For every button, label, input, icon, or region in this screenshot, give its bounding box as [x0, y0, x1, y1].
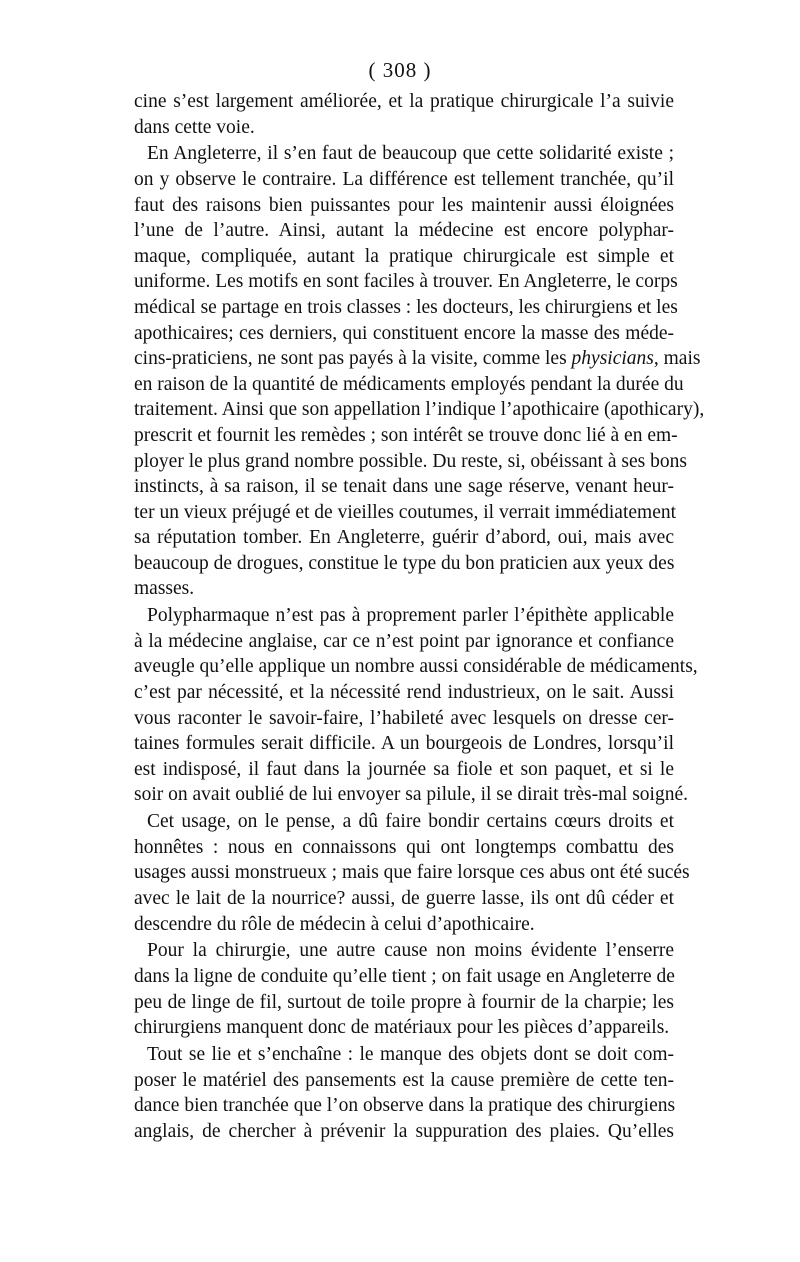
text-line: Cet usage, on le pense, a dû faire bondir certains cœurs droits et	[147, 811, 674, 833]
text-line: usages aussi monstrueux ; mais que faire lorsque ces abus ont été sucés	[134, 862, 690, 884]
text-line: ployer le plus grand nombre possible. Du reste, si, obéissant à ses bons	[134, 450, 687, 472]
text-line: on y observe le contraire. La différence est tellement tranchée, qu’il	[134, 168, 674, 190]
paragraph	[134, 938, 674, 1040]
text-line: dans la ligne de conduite qu’elle tient ; on fait usage en Angleterre de	[134, 965, 675, 987]
text-line: dance bien tranchée que l’on observe dans la pratique des chirurgiens	[134, 1095, 676, 1117]
text-line: cine s’est largement améliorée, et la pratique chirurgicale l’a suivie	[134, 91, 674, 112]
text-line: apothicaires; ces derniers, qui constituent encore la masse des méde-	[134, 322, 674, 344]
text-line: soir on avait oublié de lui envoyer sa pilule, il se dirait très-mal soigné.	[134, 784, 688, 806]
text-line: à la médecine anglaise, car ce n’est point par ignorance et confiance	[134, 630, 674, 652]
text-line: vous raconter le savoir-faire, l’habileté avec lesquels on dresse cer-	[134, 707, 674, 729]
text-line: honnêtes : nous en connaissons qui ont longtemps combattu des	[134, 836, 674, 858]
body-text	[134, 89, 705, 1144]
text-line: taines formules serait difficile. A un bourgeois de Londres, lorsqu’il	[134, 733, 674, 755]
text-line: poser le matériel des pansements est la cause première de cette ten-	[134, 1069, 674, 1091]
text-line: l’une de l’autre. Ainsi, autant la médecine est encore polyphar-	[134, 220, 674, 242]
text-line: instincts, à sa raison, il se tenait dans une sage réserve, venant heur-	[134, 476, 674, 498]
text-line: beaucoup de drogues, constitue le type du bon praticien aux yeux des	[134, 552, 675, 574]
text-line: traitement. Ainsi que son appellation l’indique l’apothicaire (apothicary),	[134, 399, 705, 421]
text-line: dans cette voie.	[134, 116, 255, 138]
italic-term: physicians	[571, 348, 654, 370]
text-line: En Angleterre, il s’en faut de beaucoup que cette solidarité existe ;	[147, 143, 674, 165]
text-line: avec le lait de la nourrice? aussi, de guerre lasse, ils ont dû céder et	[134, 887, 674, 909]
text-line: Tout se lie et s’enchaîne : le manque des objets dont se doit com-	[147, 1043, 674, 1065]
text-line: prescrit et fournit les remèdes ; son intérêt se trouve donc lié à en em-	[134, 424, 678, 446]
paragraph	[134, 141, 705, 602]
text-line: sa réputation tomber. En Angleterre, guérir d’abord, oui, mais avec	[134, 527, 674, 549]
text-line: cins-praticiens, ne sont pas payés à la visite, comme les physicians, mais	[134, 348, 701, 370]
text-line: peu de linge de fil, surtout de toile propre à fournir de la charpie; les	[134, 991, 674, 1013]
text-line: uniforme. Les motifs en sont faciles à trouver. En Angleterre, le corps	[134, 271, 678, 293]
text-line: descendre du rôle de médecin à celui d’apothicaire.	[134, 913, 535, 935]
text-line: ter un vieux préjugé et de vieilles coutumes, il verrait immédiatement	[134, 501, 677, 523]
text-line: en raison de la quantité de médicaments employés pendant la durée du	[134, 373, 684, 395]
text-line: Polypharmaque n’est pas à proprement parler l’épithète applicable	[147, 605, 674, 627]
text-line: est indisposé, il faut dans la journée sa fiole et son paquet, et si le	[134, 758, 674, 780]
text-line: maque, compliquée, autant la pratique chirurgicale est simple et	[134, 245, 674, 267]
text-line: aveugle qu’elle applique un nombre aussi considérable de médicaments,	[134, 656, 698, 678]
text-line: c’est par nécessité, et la nécessité rend industrieux, on le sait. Aussi	[134, 682, 674, 704]
page-number: ( 308 )	[368, 58, 432, 82]
text-line: chirurgiens manquent donc de matériaux pour les pièces d’appareils.	[134, 1017, 670, 1039]
text-line: Pour la chirurgie, une autre cause non moins évidente l’enserre	[147, 940, 674, 962]
text-line: masses.	[134, 578, 195, 600]
paragraph	[134, 603, 698, 808]
paragraph	[134, 1042, 674, 1144]
text-line: médical se partage en trois classes : les docteurs, les chirurgiens et les	[134, 296, 678, 318]
paragraph	[134, 89, 674, 140]
text-line: anglais, de chercher à prévenir la suppuration des plaies. Qu’elles	[134, 1120, 674, 1142]
paragraph	[134, 809, 690, 937]
text-line: faut des raisons bien puissantes pour les maintenir aussi éloignées	[134, 194, 674, 216]
